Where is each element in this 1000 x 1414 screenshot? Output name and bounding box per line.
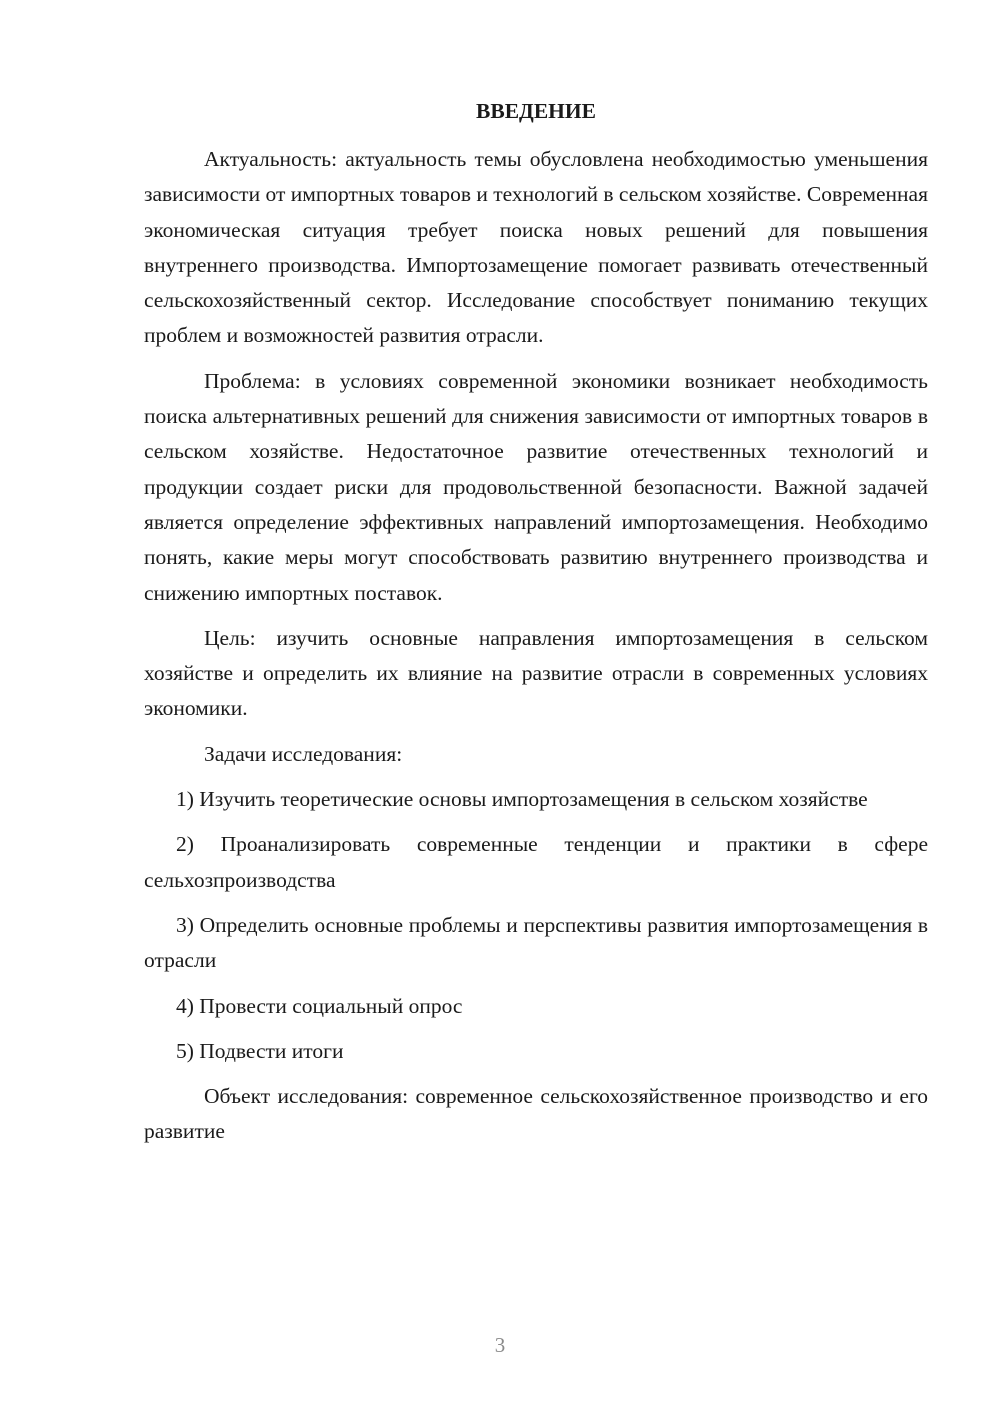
task-item: 2) Проанализировать современные тенденции и практики в сфере сельхозпроизводства — [144, 832, 928, 892]
task-item: 3) Определить основные проблемы и перспективы развития импортозамещения в отрасли — [144, 912, 928, 973]
paragraph-relevance: Актуальность: актуальность темы обусловлена необходимостью уменьшения зависимости от импортных товаров и технологий в сельском хозяйстве. Современная экономическая ситуация требует поиска новых решений для повышения внутреннего производства. Импортозамещение помогает развивать отечественный сельскохозяйственный сектор. Исследование способствует пониманию текущих проблем и возможностей развития отрасли. — [144, 147, 928, 348]
task-item: 4) Провести социальный опрос — [176, 993, 463, 1018]
section-title: ВВЕДЕНИЕ — [476, 99, 596, 123]
task-item: 1) Изучить теоретические основы импортозамещения в сельском хозяйстве — [176, 787, 868, 812]
paragraph-object: Объект исследования: современное сельскохозяйственное производство и его развитие — [144, 1084, 928, 1144]
task-item: 5) Подвести итоги — [176, 1038, 344, 1063]
document-page — [144, 96, 928, 1160]
tasks-list — [144, 782, 928, 1069]
paragraph-goal: Цель: изучить основные направления импортозамещения в сельском хозяйстве и определить их влияние на развитие отрасли в современных условиях экономики. — [144, 625, 928, 721]
tasks-heading: Задачи исследования: — [204, 741, 403, 766]
paragraph-problem: Проблема: в условиях современной экономики возникает необходимость поиска альтернативных решений для снижения зависимости от импортных товаров в сельском хозяйстве. Недостаточное развитие отечественных технологий и продукции создает риски для продовольственной безопасности. Важной задачей является определение эффективных направлений импортозамещения. Необходимо понять, какие меры могут способствовать развитию внутреннего производства и снижению импортных поставок. — [144, 368, 928, 605]
page-number: 3 — [494, 1333, 506, 1357]
